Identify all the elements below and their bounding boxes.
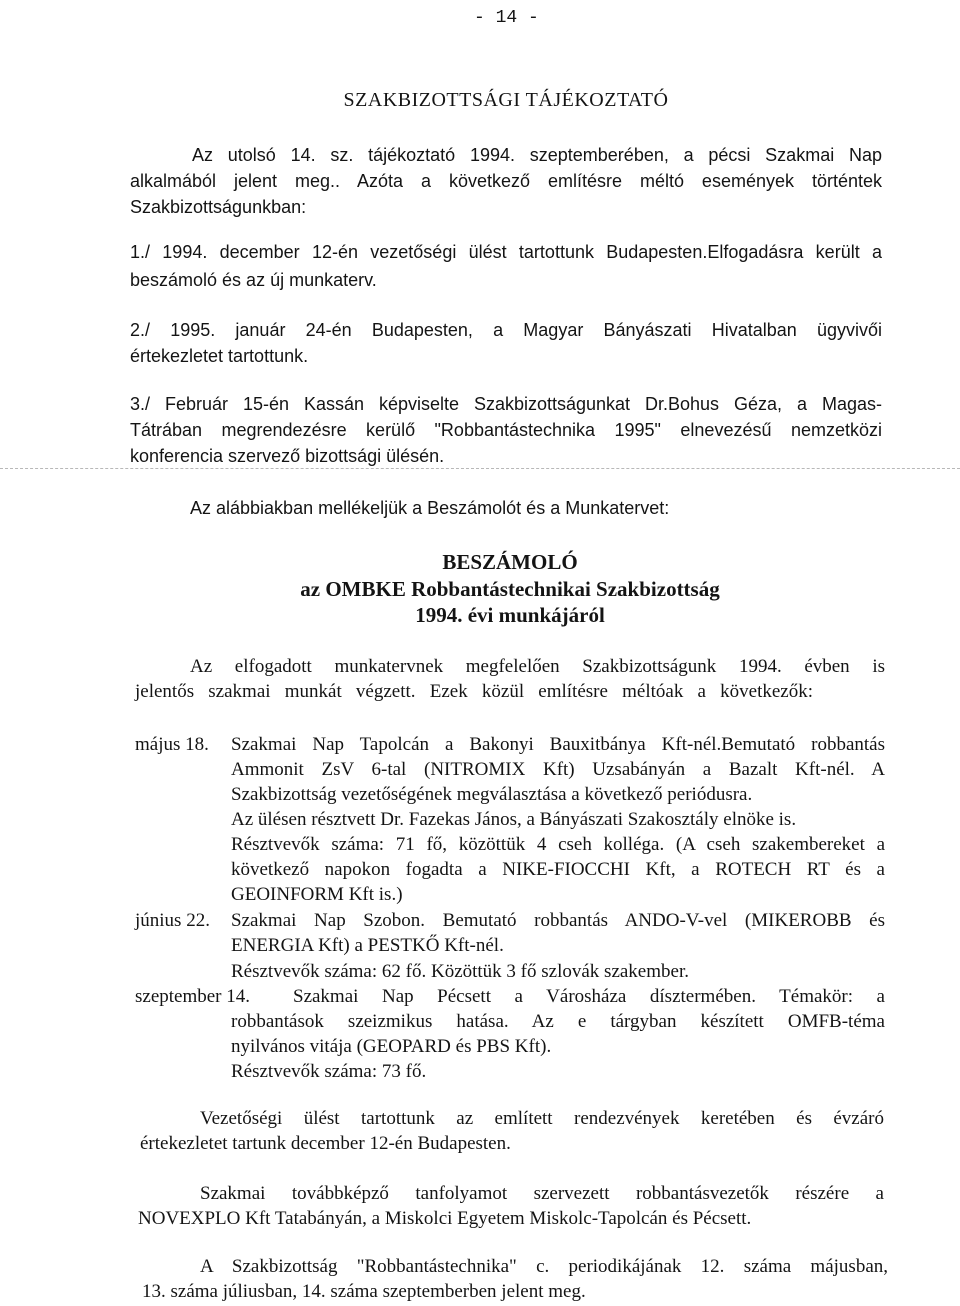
report-intro-line: Az elfogadott munkatervnek megfelelően Szakbizottságunk 1994. évben is bbox=[190, 656, 885, 677]
item-line: Tátrában megrendezésre kerülő "Robbantástechnika 1995" elnevezésű nemzetközi bbox=[130, 420, 882, 440]
intro-line: alkalmából jelent meg.. Azóta a következő említésre méltó események történtek bbox=[130, 171, 882, 191]
item-line: értekezletet tartottunk. bbox=[130, 346, 309, 366]
closing-line: értekezletet tartunk december 12-én Budapesten. bbox=[140, 1133, 511, 1154]
event-line: GEOINFORM Kft is.) bbox=[231, 884, 403, 905]
event-line: robbantások szeizmikus hatása. Az e tárgyban készített OMFB-téma bbox=[231, 1011, 885, 1032]
item-line: beszámoló és az új munkaterv. bbox=[130, 270, 377, 290]
report-heading-line: 1994. évi munkájáról bbox=[415, 603, 605, 627]
report-heading-line: BESZÁMOLÓ bbox=[442, 550, 578, 574]
scan-artifact-line bbox=[0, 468, 960, 469]
closing-line: Szakmai továbbképző tanfolyamot szervezett robbantásvezetők részére a bbox=[200, 1183, 884, 1204]
event-line: Résztvevők száma: 73 fő. bbox=[231, 1061, 427, 1082]
item-line: konferencia szervező bizottsági ülésén. bbox=[130, 446, 445, 466]
event-date: június 22. bbox=[135, 910, 210, 931]
event-line: Szakbizottság vezetőségének megválasztása a következő periódusra. bbox=[231, 784, 753, 805]
event-line: Szakmai Nap Pécsett a Városháza dísztermében. Témakör: a bbox=[293, 986, 885, 1007]
report-intro-line: jelentős szakmai munkát végzett. Ezek közül említésre méltóak a következők: bbox=[135, 681, 813, 702]
item-line: 1./ 1994. december 12-én vezetőségi ülést tartottunk Budapesten.Elfogadásra került a bbox=[130, 242, 882, 262]
document-title: SZAKBIZOTTSÁGI TÁJÉKOZTATÓ bbox=[343, 89, 669, 111]
event-date: szeptember 14. bbox=[135, 986, 251, 1007]
event-line: Résztvevők száma: 62 fő. Közöttük 3 fő szlovák szakember. bbox=[231, 961, 689, 982]
item-line: 3./ Február 15-én Kassán képviselte Szakbizottságunkat Dr.Bohus Géza, a Magas- bbox=[130, 394, 882, 414]
intro-line: Az utolsó 14. sz. tájékoztató 1994. szeptemberében, a pécsi Szakmai Nap bbox=[192, 145, 882, 165]
event-line: ENERGIA Kft) a PESTKŐ Kft-nél. bbox=[231, 935, 504, 956]
closing-line: Vezetőségi ülést tartottunk az említett rendezvények keretében és évzáró bbox=[200, 1108, 884, 1129]
closing-line: 13. száma júliusban, 14. száma szeptemberben jelent meg. bbox=[142, 1281, 586, 1302]
event-line: következő napokon fogadta a NIKE-FIOCCHI Kft, a ROTECH RT és a bbox=[231, 859, 885, 880]
item-line: 2./ 1995. január 24-én Budapesten, a Magyar Bányászati Hivatalban ügyvivői bbox=[130, 320, 882, 340]
report-heading-line: az OMBKE Robbantástechnikai Szakbizottság bbox=[300, 577, 720, 601]
closing-line: NOVEXPLO Kft Tatabányán, a Miskolci Egyetem Miskolc-Tapolcán és Pécsett. bbox=[138, 1208, 752, 1229]
event-line: Az ülésen résztvett Dr. Fazekas János, a Bányászati Szakosztály elnöke is. bbox=[231, 809, 797, 830]
attachment-line: Az alábbiakban mellékeljük a Beszámolót és a Munkatervet: bbox=[190, 498, 670, 518]
event-line: Ammonit ZsV 6-tal (NITROMIX Kft) Uzsabányán a Bazalt Kft-nél. A bbox=[231, 759, 885, 780]
closing-line: A Szakbizottság "Robbantástechnika" c. periodikájának 12. száma májusban, bbox=[200, 1256, 888, 1277]
event-line: Szakmai Nap Szobon. Bemutató robbantás ANDO-V-vel (MIKEROBB és bbox=[231, 910, 885, 931]
event-line: nyilvános vitája (GEOPARD és PBS Kft). bbox=[231, 1036, 552, 1057]
event-line: Szakmai Nap Tapolcán a Bakonyi Bauxitbánya Kft-nél.Bemutató robbantás bbox=[231, 734, 885, 755]
intro-line: Szakbizottságunkban: bbox=[130, 197, 307, 217]
event-line: Résztvevők száma: 71 fő, közöttük 4 cseh kolléga. (A cseh szakembereket a bbox=[231, 834, 885, 855]
event-date: május 18. bbox=[135, 734, 209, 755]
page-number: - 14 - bbox=[474, 8, 539, 28]
